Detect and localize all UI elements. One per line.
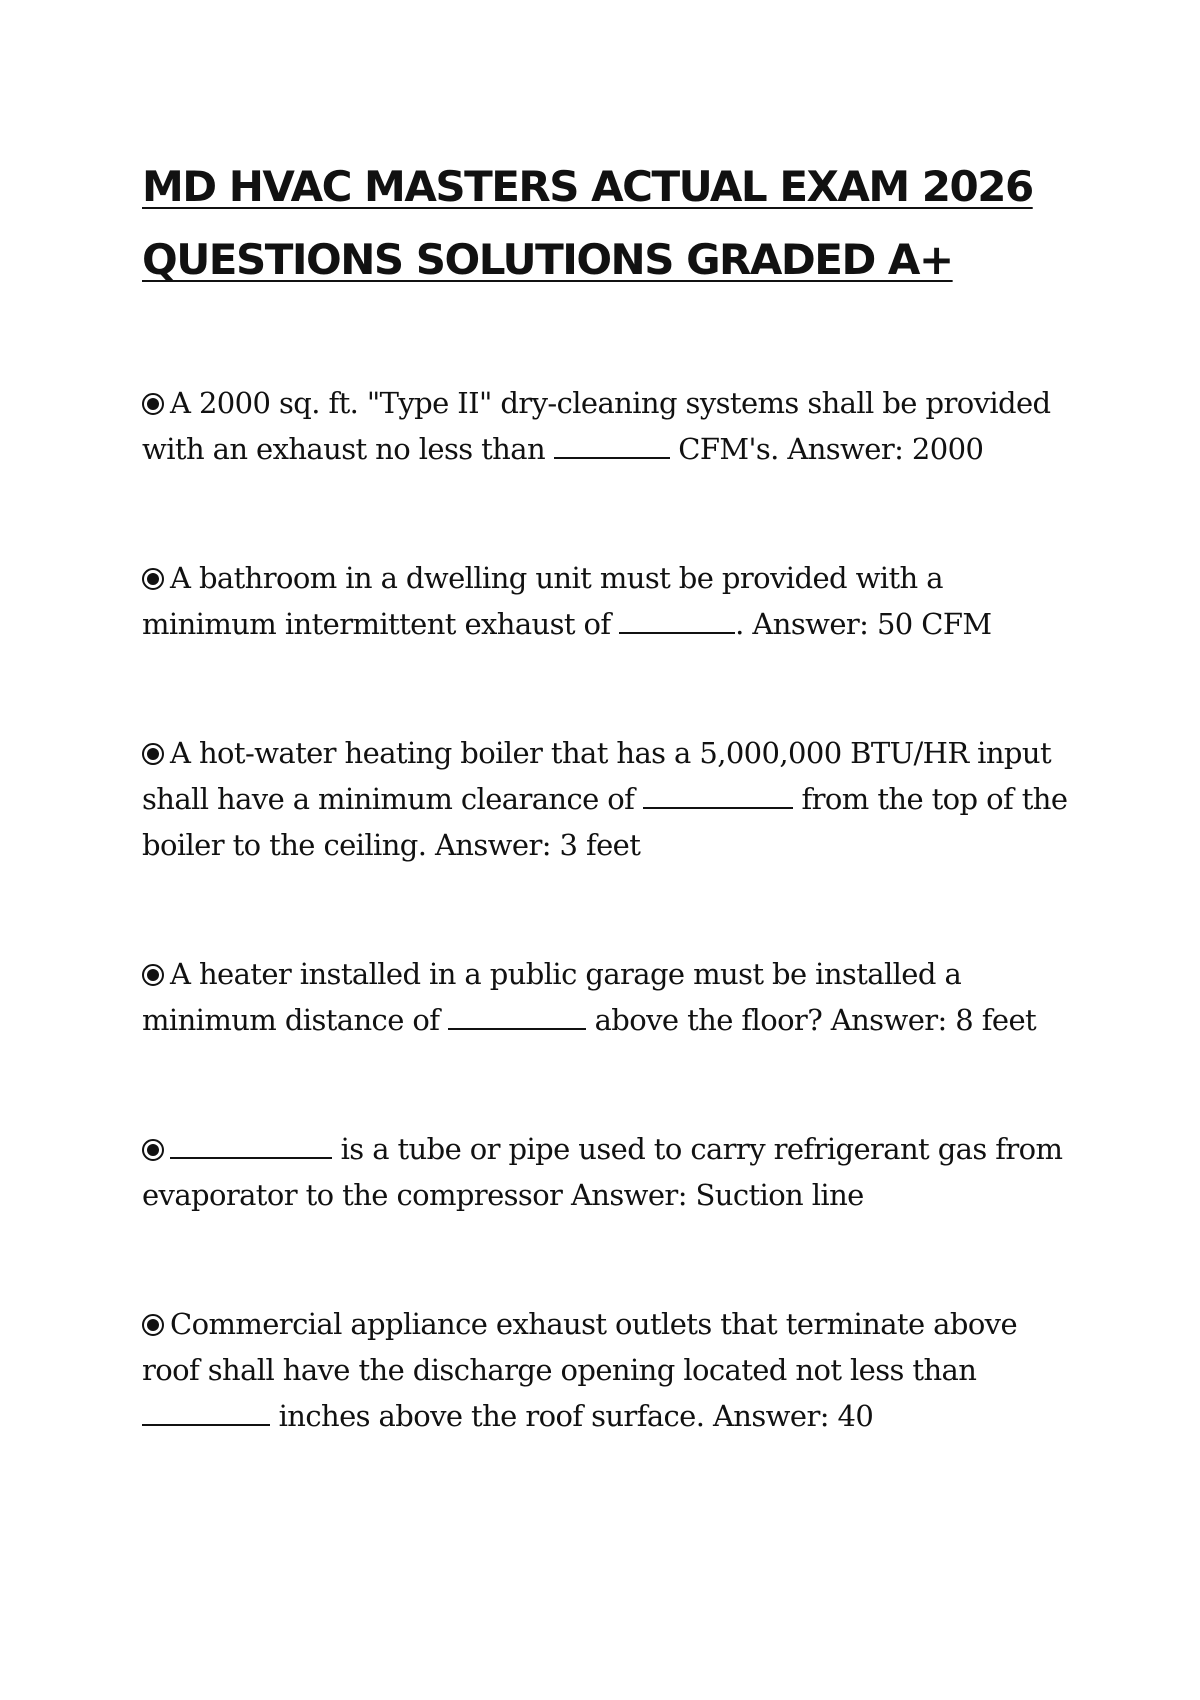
radio-bullet-icon [142,743,164,765]
question-6-answer: inches above the roof surface. Answer: 40 [270,1399,874,1433]
title-line-1: MD HVAC MASTERS ACTUAL EXAM 2026 [142,162,1033,211]
question-3-blank [643,781,793,809]
question-1-answer: CFM's. Answer: 2000 [669,432,984,466]
question-2-text: A bathroom in a dwelling unit must be provided with a minimum intermittent exhaust of [142,561,943,641]
question-4-text: A heater installed in a public garage must be installed a minimum distance of [142,957,962,1037]
question-5-blank [170,1131,332,1159]
question-6-blank [142,1398,270,1426]
question-5-answer: is a tube or pipe used to carry refrigerant gas from evaporator to the compressor Answer: Suction line [142,1132,1063,1212]
question-1-blank [554,431,670,459]
question-6-text: Commercial appliance exhaust outlets that terminate above roof shall have the discharge opening located not less than [142,1307,1018,1387]
question-3-answer: from the top of the boiler to the ceiling. Answer: 3 feet [142,782,1068,862]
radio-bullet-icon [142,568,164,590]
radio-bullet-icon [142,964,164,986]
question-2-answer: . Answer: 50 CFM [735,607,992,641]
question-4 [142,951,1082,1043]
question-3 [142,730,1082,868]
radio-bullet-icon [142,393,164,415]
question-3-text: A hot-water heating boiler that has a 5,000,000 BTU/HR input shall have a minimum clearance of [142,736,1052,816]
radio-bullet-icon [142,1314,164,1336]
question-2 [142,555,1082,647]
question-1 [142,380,1082,472]
question-2-blank [619,606,735,634]
question-5 [142,1126,1082,1218]
question-1-text: A 2000 sq. ft. "Type II" dry-cleaning systems shall be provided with an exhaust no less than [142,386,1051,466]
radio-bullet-icon [142,1139,164,1161]
document-title [142,150,1142,296]
question-4-blank [448,1002,586,1030]
question-4-answer: above the floor? Answer: 8 feet [586,1003,1037,1037]
title-line-2: QUESTIONS SOLUTIONS GRADED A+ [142,235,953,284]
question-6 [142,1301,1082,1439]
